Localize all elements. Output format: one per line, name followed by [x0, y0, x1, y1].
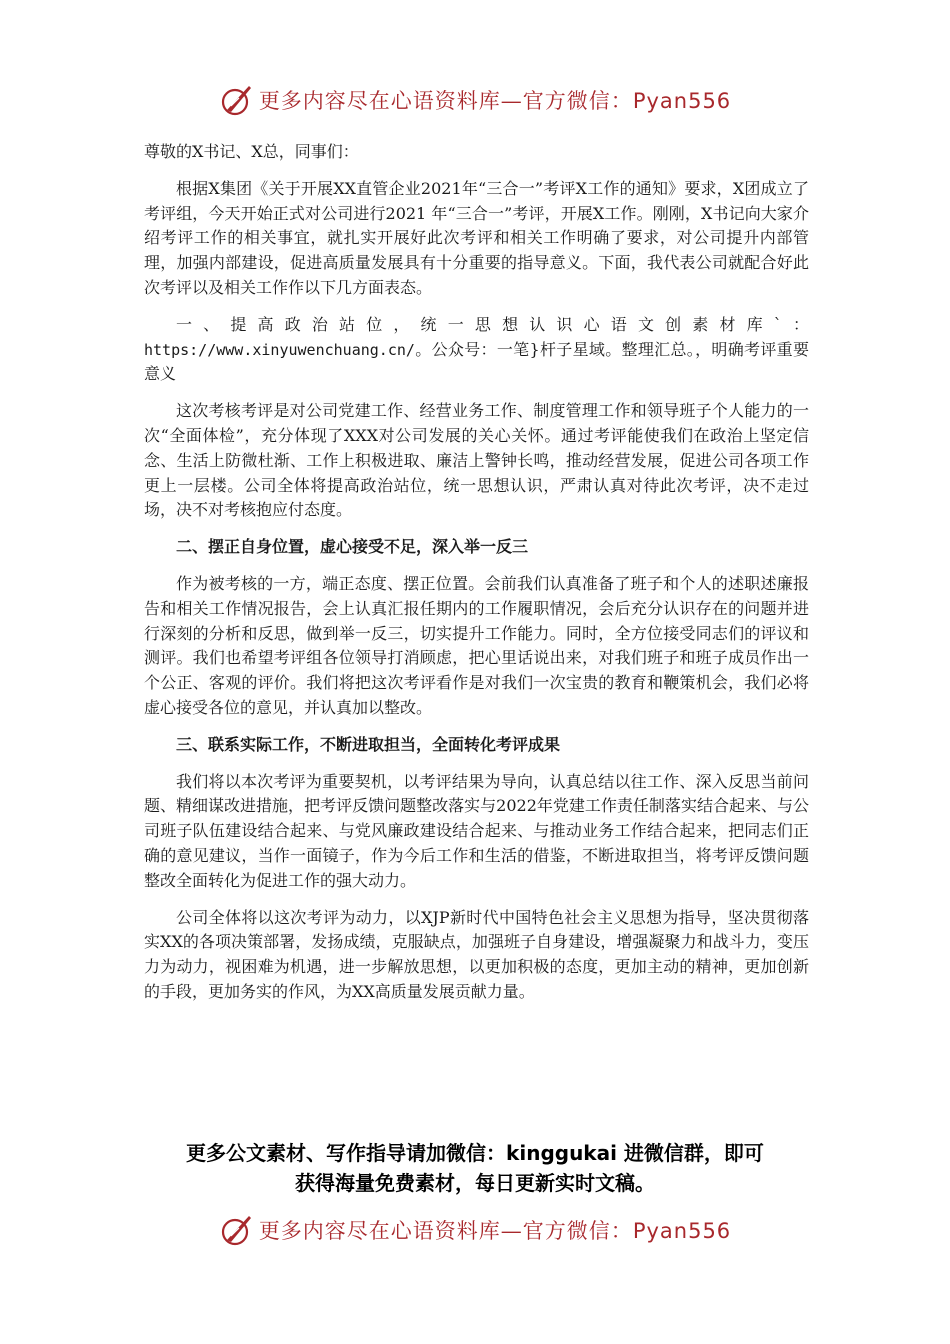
closing-paragraph: 公司全体将以这次考评为动力，以XJP新时代中国特色社会主义思想为指导，坚决贯彻落实XX的各项决策部署，发扬成绩，克服缺点，加强班子自身建设，增强凝聚力和战斗力，变压力为动力，视困难为机遇，进一步解放思想，以更加积极的态度，更加主动的精神，更加创新的手段，更加务实的作风，为XX高质量发展贡献力量。: [144, 907, 809, 1001]
section1-body: 这次考核考评是对公司党建工作、经营业务工作、制度管理工作和领导班子个人能力的一次“全面体检”，充分体现了XXX对公司发展的关心关怀。通过考评能使我们在政治上坚定信念、生活上防微杜渐、工作上积极进取、廉洁上警钟长鸣，推动经营发展，促进公司各项工作更上一层楼。公司全体将提高政治站位，统一思想认识，严肃认真对待此次考评，决不走过场，决不对考核抱应付态度。: [144, 401, 809, 520]
section2-heading: 二、摆正自身位置，虚心接受不足，深入举一反三: [176, 537, 529, 557]
header-banner: [0, 80, 950, 120]
quill-logo-icon: [219, 82, 255, 118]
section1-heading: 一、提高政治站位，统一思想认识心语文创素材库`：https://www.xinyuwenchuang.cn/。公众号：一笔}杆子星域。整理汇总。，明确考评重要意义: [144, 314, 809, 384]
section2-body: 作为被考核的一方，端正态度、摆正位置。会前我们认真准备了班子和个人的述职述廉报告和相关工作情况报告，会上认真汇报任期内的工作履职情况，会后充分认识存在的问题并进行深刻的分析和反思，做到举一反三，切实提升工作能力。同时，全方位接受同志们的评议和测评。我们也希望考评组各位领导打消顾虑，把心里话说出来，对我们班子和班子成员作出一个公正、客观的评价。我们将把这次考评看作是对我们一次宝贵的教育和鞭策机会，我们必将虚心接受各位的意见，并认真加以整改。: [144, 573, 809, 717]
promo-line-1: 更多公文素材、写作指导请加微信：kinggukai 进微信群，即可: [186, 1141, 764, 1165]
document-body: [144, 140, 809, 1017]
quill-logo-icon: [219, 1212, 255, 1248]
banner-text: 更多内容尽在心语资料库—官方微信：Pyan556: [258, 89, 732, 113]
section3-body: 我们将以本次考评为重要契机，以考评结果为导向，认真总结以往工作、深入反思当前问题、精细谋改进措施，把考评反馈问题整改落实与2022年党建工作责任制落实结合起来、与公司班子队伍建设结合起来、与党风廉政建设结合起来、与推动业务工作结合起来，把同志们正确的意见建议，当作一面镜子，作为今后工作和生活的借鉴，不断进取担当，将考评反馈问题整改全面转化为促进工作的强大动力。: [144, 771, 809, 890]
banner-text: 更多内容尽在心语资料库—官方微信：Pyan556: [258, 1219, 732, 1243]
promo-line-2: 获得海量免费素材，每日更新实时文稿。: [295, 1171, 655, 1195]
wechat-id: Pyan556: [632, 89, 732, 113]
section3-heading: 三、联系实际工作，不断进取担当，全面转化考评成果: [176, 734, 561, 754]
footer-banner: [0, 1210, 950, 1250]
greeting: 尊敬的X书记、X总，同事们：: [144, 142, 359, 161]
source-url: https://www.xinyuwenchuang.cn/: [144, 340, 415, 359]
wechat-id: Pyan556: [632, 1219, 732, 1243]
intro-paragraph: 根据X集团《关于开展XX直管企业2021年“三合一”考评X工作的通知》要求，X团成立了考评组，今天开始正式对公司进行2021 年“三合一”考评，开展X工作。刚刚，X书记向大家介绍考评工作的相关事宜，就扎实开展好此次考评和相关工作明确了要求，对公司提升内部管理，加强内部建设，促进高质量发展具有十分重要的指导意义。下面，我代表公司就配合好此次考评以及相关工作作以下几方面表态。: [144, 178, 809, 297]
promo-note: [120, 1138, 830, 1198]
